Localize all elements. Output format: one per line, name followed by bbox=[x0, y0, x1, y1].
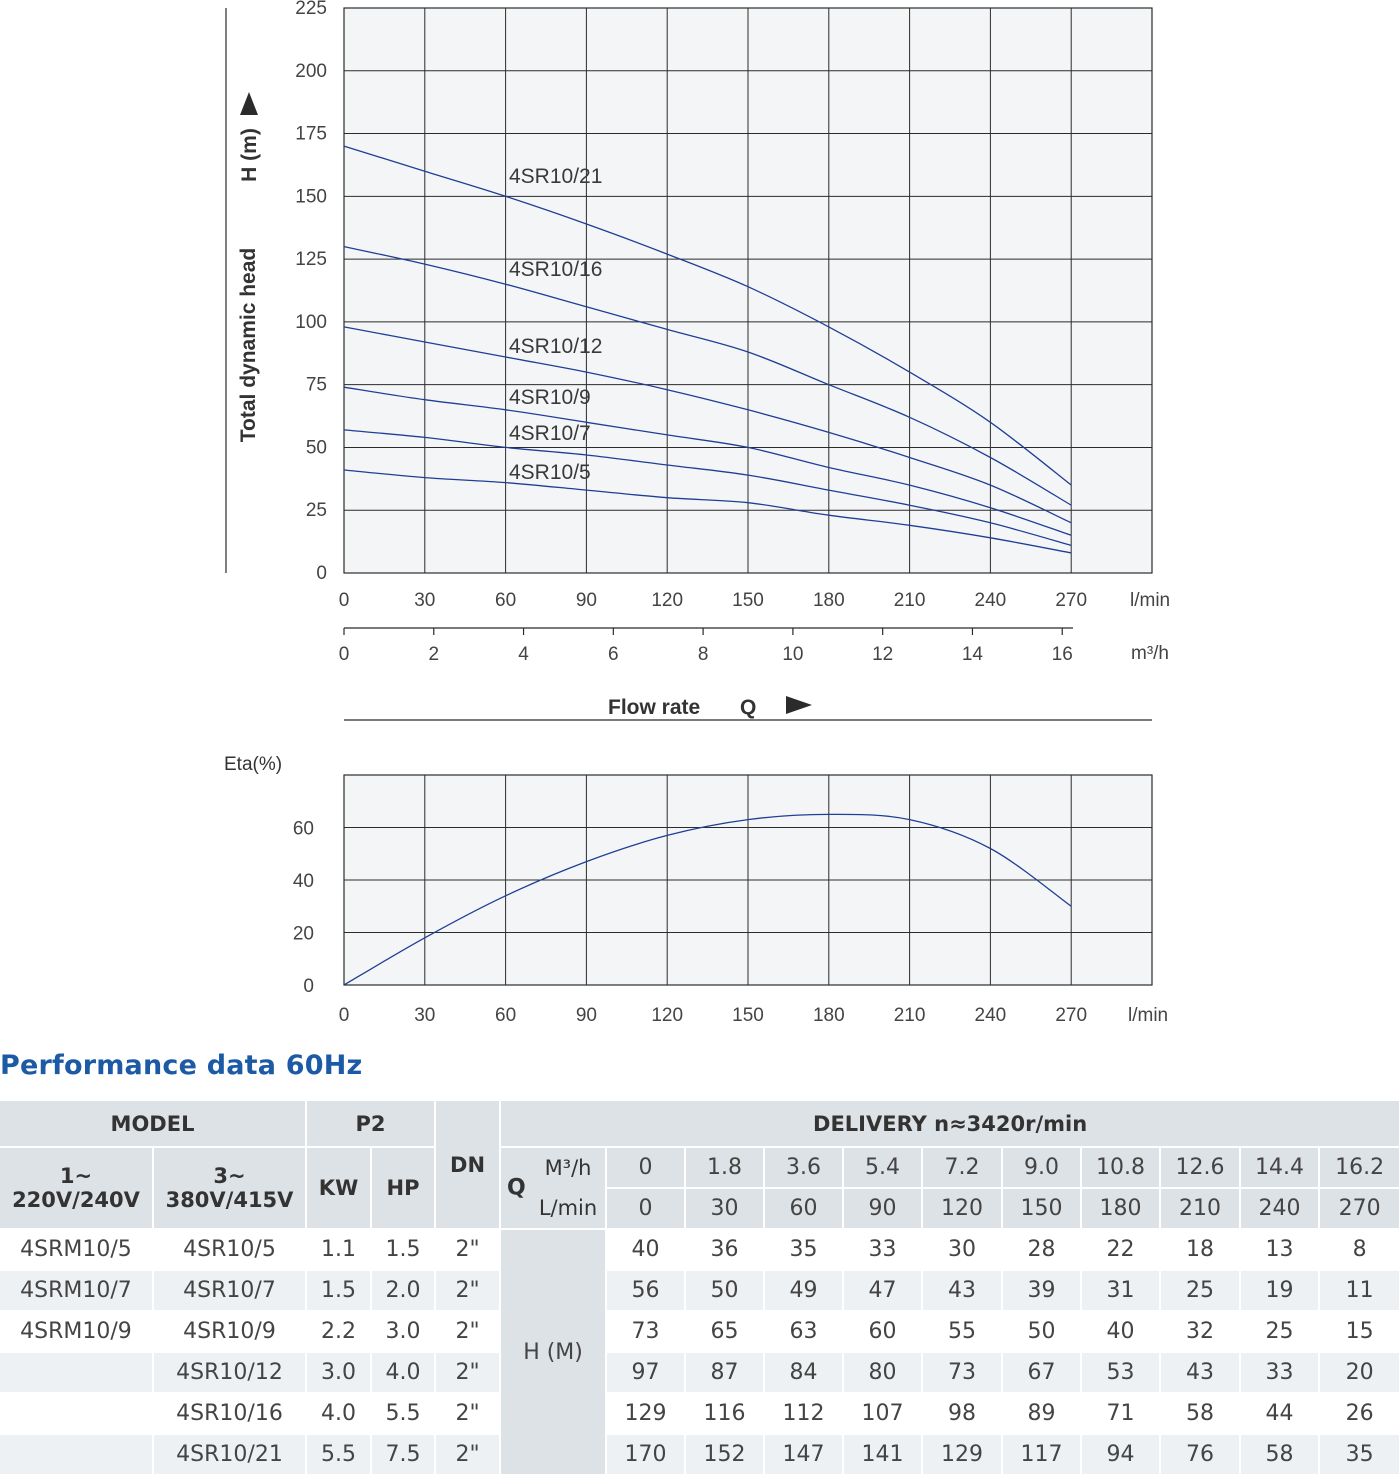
y-arrow-icon bbox=[240, 92, 258, 115]
head-value: 18 bbox=[1160, 1229, 1240, 1270]
head-value: 43 bbox=[922, 1270, 1002, 1311]
table-row bbox=[0, 1311, 1400, 1352]
head-x-tick-label: 180 bbox=[812, 590, 845, 611]
three-phase-model: 4SR10/9 bbox=[153, 1311, 306, 1352]
head-value: 44 bbox=[1240, 1393, 1319, 1434]
header-three-phase-voltage: 380V/415V bbox=[165, 1188, 294, 1212]
eta-chart-y-title: Eta(%) bbox=[224, 754, 283, 775]
lmin-value: 30 bbox=[685, 1188, 764, 1229]
lmin-value: 0 bbox=[606, 1188, 685, 1229]
head-value: 22 bbox=[1081, 1229, 1160, 1270]
eta-x-tick-label: 210 bbox=[893, 1005, 926, 1026]
head-value: 129 bbox=[922, 1434, 1002, 1475]
eta-x-tick-label: 270 bbox=[1055, 1005, 1088, 1026]
head-value: 58 bbox=[1240, 1434, 1319, 1475]
head-value: 55 bbox=[922, 1311, 1002, 1352]
head-value: 33 bbox=[1240, 1352, 1319, 1393]
head-value: 26 bbox=[1319, 1393, 1400, 1434]
performance-title: Performance data 60Hz bbox=[0, 1050, 363, 1081]
lmin-value: 60 bbox=[764, 1188, 843, 1229]
outlet-dn: 2" bbox=[435, 1311, 500, 1352]
head-value: 107 bbox=[843, 1393, 922, 1434]
eta-y-tick-label: 40 bbox=[292, 871, 314, 892]
head-value: 40 bbox=[1081, 1311, 1160, 1352]
eta-chart-y-tick-labels bbox=[293, 819, 314, 998]
head-y-tick-label: 175 bbox=[295, 123, 327, 145]
m3h-tick-label: 10 bbox=[782, 644, 804, 665]
head-value: 71 bbox=[1081, 1393, 1160, 1434]
three-phase-model: 4SR10/7 bbox=[153, 1270, 306, 1311]
m3h-tick-label: 14 bbox=[961, 644, 984, 665]
single-phase-model bbox=[0, 1393, 153, 1434]
power-hp: 3.0 bbox=[371, 1311, 435, 1352]
head-value: 25 bbox=[1240, 1311, 1319, 1352]
header-three-phase-symbol: 3~ bbox=[213, 1164, 246, 1188]
header-delivery: DELIVERY n≈3420r/min bbox=[500, 1101, 1400, 1147]
head-value: 40 bbox=[606, 1229, 685, 1270]
m3h-value: 0 bbox=[606, 1147, 685, 1188]
lmin-value: 150 bbox=[1002, 1188, 1081, 1229]
head-value: 49 bbox=[764, 1270, 843, 1311]
head-value: 152 bbox=[685, 1434, 764, 1475]
eta-x-tick-label: 120 bbox=[651, 1005, 684, 1026]
head-x-tick-label: 270 bbox=[1055, 590, 1088, 611]
head-value: 73 bbox=[606, 1311, 685, 1352]
m3h-value: 1.8 bbox=[685, 1147, 764, 1188]
head-value: 63 bbox=[764, 1311, 843, 1352]
head-y-tick-label: 100 bbox=[295, 311, 327, 333]
lmin-value: 90 bbox=[843, 1188, 922, 1229]
header-q bbox=[500, 1147, 606, 1229]
head-value: 94 bbox=[1081, 1434, 1160, 1475]
head-value: 31 bbox=[1081, 1270, 1160, 1311]
head-value: 89 bbox=[1002, 1393, 1081, 1434]
power-hp: 2.0 bbox=[371, 1270, 435, 1311]
head-value: 25 bbox=[1160, 1270, 1240, 1311]
head-value: 80 bbox=[843, 1352, 922, 1393]
header-three-phase bbox=[153, 1147, 306, 1229]
table-row bbox=[0, 1352, 1400, 1393]
head-curve-label: 4SR10/21 bbox=[509, 165, 603, 188]
head-curve-label: 4SR10/16 bbox=[509, 258, 603, 281]
eta-x-tick-label: 180 bbox=[812, 1005, 845, 1026]
head-x-tick-label: 30 bbox=[414, 590, 436, 611]
head-value: 141 bbox=[843, 1434, 922, 1475]
lmin-value: 240 bbox=[1240, 1188, 1319, 1229]
head-chart-y-unit: H (m) bbox=[238, 128, 261, 182]
header-hp: HP bbox=[371, 1147, 435, 1229]
three-phase-model: 4SR10/5 bbox=[153, 1229, 306, 1270]
head-value: 56 bbox=[606, 1270, 685, 1311]
m3h-value: 7.2 bbox=[922, 1147, 1002, 1188]
head-x-tick-label: 240 bbox=[974, 590, 1007, 611]
performance-table-body bbox=[0, 1229, 1400, 1475]
power-hp: 5.5 bbox=[371, 1393, 435, 1434]
m3h-axis-ticks bbox=[339, 628, 1073, 665]
three-phase-model: 4SR10/12 bbox=[153, 1352, 306, 1393]
head-value: 20 bbox=[1319, 1352, 1400, 1393]
outlet-dn: 2" bbox=[435, 1393, 500, 1434]
power-hp: 4.0 bbox=[371, 1352, 435, 1393]
table-row bbox=[0, 1270, 1400, 1311]
head-value: 47 bbox=[843, 1270, 922, 1311]
outlet-dn: 2" bbox=[435, 1229, 500, 1270]
header-q-lmin: L/min bbox=[538, 1196, 598, 1220]
head-value: 50 bbox=[1002, 1311, 1081, 1352]
head-x-tick-label: 90 bbox=[575, 590, 597, 611]
table-row bbox=[0, 1229, 1400, 1270]
head-value: 60 bbox=[843, 1311, 922, 1352]
head-value: 98 bbox=[922, 1393, 1002, 1434]
head-value: 97 bbox=[606, 1352, 685, 1393]
head-value: 8 bbox=[1319, 1229, 1400, 1270]
m3h-tick-label: 12 bbox=[872, 644, 894, 665]
single-phase-model: 4SRM10/7 bbox=[0, 1270, 153, 1311]
m3h-tick-label: 2 bbox=[428, 644, 440, 665]
m3h-value: 14.4 bbox=[1240, 1147, 1319, 1188]
head-value: 35 bbox=[1319, 1434, 1400, 1475]
eta-x-tick-label: 90 bbox=[575, 1005, 597, 1026]
head-value: 65 bbox=[685, 1311, 764, 1352]
head-x-tick-label: 120 bbox=[651, 590, 684, 611]
head-value: 73 bbox=[922, 1352, 1002, 1393]
power-kw: 3.0 bbox=[306, 1352, 371, 1393]
head-value: 15 bbox=[1319, 1311, 1400, 1352]
header-single-phase-symbol: 1~ bbox=[59, 1164, 93, 1188]
outlet-dn: 2" bbox=[435, 1352, 500, 1393]
m3h-value: 5.4 bbox=[843, 1147, 922, 1188]
power-hp: 7.5 bbox=[371, 1434, 435, 1475]
header-q-symbol: Q bbox=[507, 1175, 526, 1201]
head-value: 147 bbox=[764, 1434, 843, 1475]
x-axis-symbol: Q bbox=[740, 696, 757, 719]
head-value: 39 bbox=[1002, 1270, 1081, 1311]
power-kw: 1.5 bbox=[306, 1270, 371, 1311]
header-q-m3h: M³/h bbox=[544, 1156, 592, 1180]
head-value: 129 bbox=[606, 1393, 685, 1434]
head-curve-label: 4SR10/12 bbox=[509, 335, 603, 358]
head-y-tick-label: 125 bbox=[295, 249, 327, 271]
eta-y-tick-label: 60 bbox=[292, 818, 314, 840]
header-kw: KW bbox=[306, 1147, 371, 1229]
power-kw: 1.1 bbox=[306, 1229, 371, 1270]
head-chart-y-title: Total dynamic head bbox=[237, 247, 260, 443]
m3h-value: 12.6 bbox=[1160, 1147, 1240, 1188]
table-row bbox=[0, 1434, 1400, 1475]
head-chart-x-unit-lmin: l/min bbox=[1130, 590, 1171, 611]
lmin-value: 120 bbox=[922, 1188, 1002, 1229]
eta-chart-x-unit: l/min bbox=[1128, 1005, 1169, 1026]
head-value: 43 bbox=[1160, 1352, 1240, 1393]
head-value: 87 bbox=[685, 1352, 764, 1393]
head-curve-label: 4SR10/7 bbox=[509, 422, 591, 445]
power-kw: 5.5 bbox=[306, 1434, 371, 1475]
head-value: 117 bbox=[1002, 1434, 1081, 1475]
head-value: 33 bbox=[843, 1229, 922, 1270]
head-curve-label: 4SR10/9 bbox=[509, 386, 591, 409]
m3h-value: 3.6 bbox=[764, 1147, 843, 1188]
eta-chart-x-tick-labels bbox=[339, 1005, 1087, 1026]
eta-y-tick-label: 0 bbox=[303, 976, 314, 997]
head-value: 28 bbox=[1002, 1229, 1081, 1270]
outlet-dn: 2" bbox=[435, 1434, 500, 1475]
lmin-value: 180 bbox=[1081, 1188, 1160, 1229]
head-x-tick-label: 210 bbox=[893, 590, 926, 611]
head-y-tick-label: 50 bbox=[305, 437, 327, 459]
head-y-tick-label: 75 bbox=[305, 374, 327, 396]
head-value: 19 bbox=[1240, 1270, 1319, 1311]
m3h-tick-label: 16 bbox=[1051, 644, 1073, 665]
x-axis-title: Flow rate bbox=[608, 696, 701, 719]
eta-x-tick-label: 150 bbox=[732, 1005, 764, 1026]
head-x-tick-label: 150 bbox=[732, 590, 764, 611]
single-phase-model bbox=[0, 1352, 153, 1393]
head-y-tick-label: 150 bbox=[295, 186, 327, 208]
power-kw: 4.0 bbox=[306, 1393, 371, 1434]
head-value: 170 bbox=[606, 1434, 685, 1475]
head-chart-x-unit-m3h: m³/h bbox=[1131, 643, 1169, 664]
single-phase-model bbox=[0, 1434, 153, 1475]
head-value: 58 bbox=[1160, 1393, 1240, 1434]
x-arrow-icon bbox=[786, 696, 812, 714]
three-phase-model: 4SR10/21 bbox=[153, 1434, 306, 1475]
head-y-tick-label: 200 bbox=[295, 60, 327, 82]
header-dn: DN bbox=[435, 1101, 500, 1229]
m3h-tick-label: 6 bbox=[608, 644, 619, 665]
lmin-value: 210 bbox=[1160, 1188, 1240, 1229]
performance-table bbox=[0, 1101, 1400, 1476]
m3h-tick-label: 4 bbox=[518, 644, 529, 665]
table-row bbox=[0, 1393, 1400, 1434]
head-value: 13 bbox=[1240, 1229, 1319, 1270]
outlet-dn: 2" bbox=[435, 1270, 500, 1311]
head-value: 35 bbox=[764, 1229, 843, 1270]
head-value: 112 bbox=[764, 1393, 843, 1434]
eta-y-tick-label: 20 bbox=[292, 923, 314, 945]
eta-x-tick-label: 30 bbox=[414, 1005, 436, 1026]
power-hp: 1.5 bbox=[371, 1229, 435, 1270]
lmin-value: 270 bbox=[1319, 1188, 1400, 1229]
head-value: 76 bbox=[1160, 1434, 1240, 1475]
head-value: 50 bbox=[685, 1270, 764, 1311]
header-single-phase-voltage: 220V/240V bbox=[12, 1188, 140, 1212]
head-value: 36 bbox=[685, 1229, 764, 1270]
header-model: MODEL bbox=[0, 1101, 306, 1147]
head-unit-label: H (M) bbox=[500, 1229, 606, 1475]
head-y-tick-label: 25 bbox=[305, 500, 327, 522]
m3h-value: 10.8 bbox=[1081, 1147, 1160, 1188]
eta-x-tick-label: 240 bbox=[974, 1005, 1007, 1026]
head-value: 116 bbox=[685, 1393, 764, 1434]
head-value: 11 bbox=[1319, 1270, 1400, 1311]
eta-x-tick-label: 60 bbox=[495, 1005, 517, 1026]
head-curve-label: 4SR10/5 bbox=[509, 461, 591, 484]
head-value: 30 bbox=[922, 1229, 1002, 1270]
power-kw: 2.2 bbox=[306, 1311, 371, 1352]
eta-x-tick-label: 0 bbox=[338, 1005, 350, 1026]
m3h-value: 16.2 bbox=[1319, 1147, 1400, 1188]
head-value: 32 bbox=[1160, 1311, 1240, 1352]
single-phase-model: 4SRM10/5 bbox=[0, 1229, 153, 1270]
m3h-tick-label: 0 bbox=[338, 644, 350, 665]
header-single-phase bbox=[0, 1147, 153, 1229]
m3h-tick-label: 8 bbox=[697, 644, 709, 665]
head-x-tick-label: 0 bbox=[338, 590, 350, 611]
m3h-value: 9.0 bbox=[1002, 1147, 1081, 1188]
head-value: 53 bbox=[1081, 1352, 1160, 1393]
head-value: 67 bbox=[1002, 1352, 1081, 1393]
single-phase-model: 4SRM10/9 bbox=[0, 1311, 153, 1352]
head-chart-y-tick-labels bbox=[295, 0, 327, 584]
head-y-tick-label: 0 bbox=[316, 563, 327, 584]
head-chart-x-tick-labels bbox=[339, 590, 1087, 611]
three-phase-model: 4SR10/16 bbox=[153, 1393, 306, 1434]
header-p2: P2 bbox=[306, 1101, 435, 1147]
head-value: 84 bbox=[764, 1352, 843, 1393]
head-x-tick-label: 60 bbox=[495, 590, 517, 611]
head-y-tick-label: 225 bbox=[295, 0, 327, 19]
